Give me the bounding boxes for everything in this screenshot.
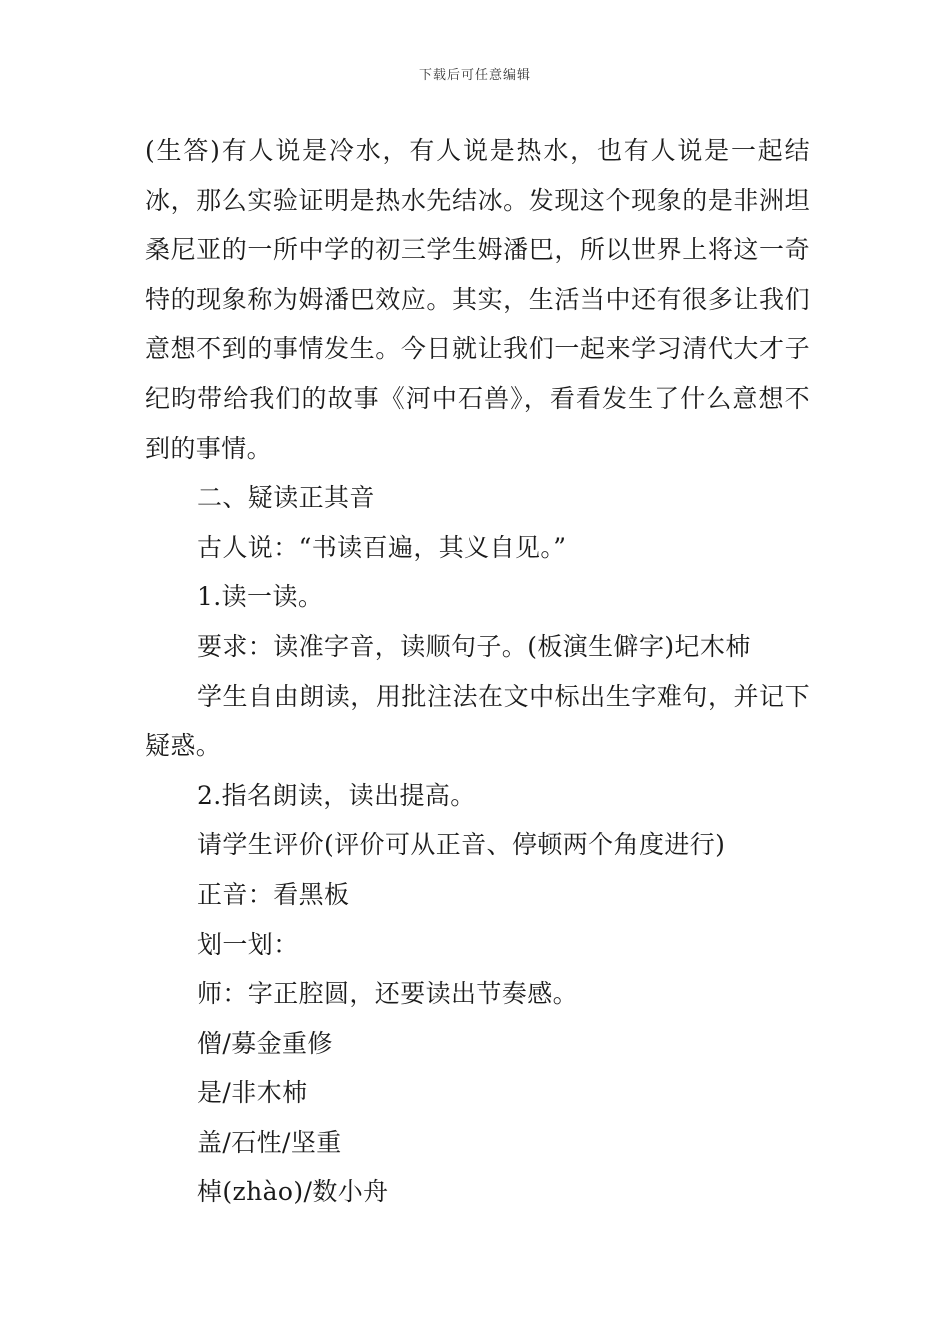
paragraph-divide: 划一划： <box>197 929 299 959</box>
paragraph-pronunciation: 正音：看黑板 <box>197 879 350 909</box>
pause-line-3: 盖/石性/坚重 <box>197 1127 342 1157</box>
pause-line-4: 棹(zhào)/数小舟 <box>197 1177 389 1207</box>
paragraph-requirement: 要求：读准字音，读顺句子。(板演生僻字)圮木杮 <box>197 631 751 661</box>
step-2-heading: 2.指名朗读，读出提高。 <box>197 780 476 810</box>
document-body <box>145 126 810 1217</box>
paragraph-quote: 古人说：“书读百遍，其义自见。” <box>197 532 567 562</box>
paragraph-teacher: 师：字正腔圆，还要读出节奏感。 <box>197 979 579 1009</box>
pause-line-2: 是/非木杮 <box>197 1078 308 1108</box>
paragraph-evaluation: 请学生评价(评价可从正音、停顿两个角度进行) <box>197 830 726 860</box>
paragraph-intro: (生答)有人说是冷水，有人说是热水，也有人说是一起结冰，那么实验证明是热水先结冰。发现这个现象的是非洲坦桑尼亚的一所中学的初三学生姆潘巴，所以世界上将这一奇特的现象称为姆潘巴效应。其实，生活当中还有很多让我们意想不到的事情发生。今日就让我们一起来学习清代大才子纪昀带给我们的故事《河中石兽》，看看发生了什么意想不到的事情。 <box>145 136 810 463</box>
pause-line-1: 僧/募金重修 <box>197 1028 333 1058</box>
page-header-note: 下载后可任意编辑 <box>418 68 531 83</box>
paragraph-free-reading: 学生自由朗读，用批注法在文中标出生字难句，并记下疑惑。 <box>145 681 810 761</box>
step-1-heading: 1.读一读。 <box>197 582 324 612</box>
section-heading-2: 二、疑读正其音 <box>197 483 375 513</box>
